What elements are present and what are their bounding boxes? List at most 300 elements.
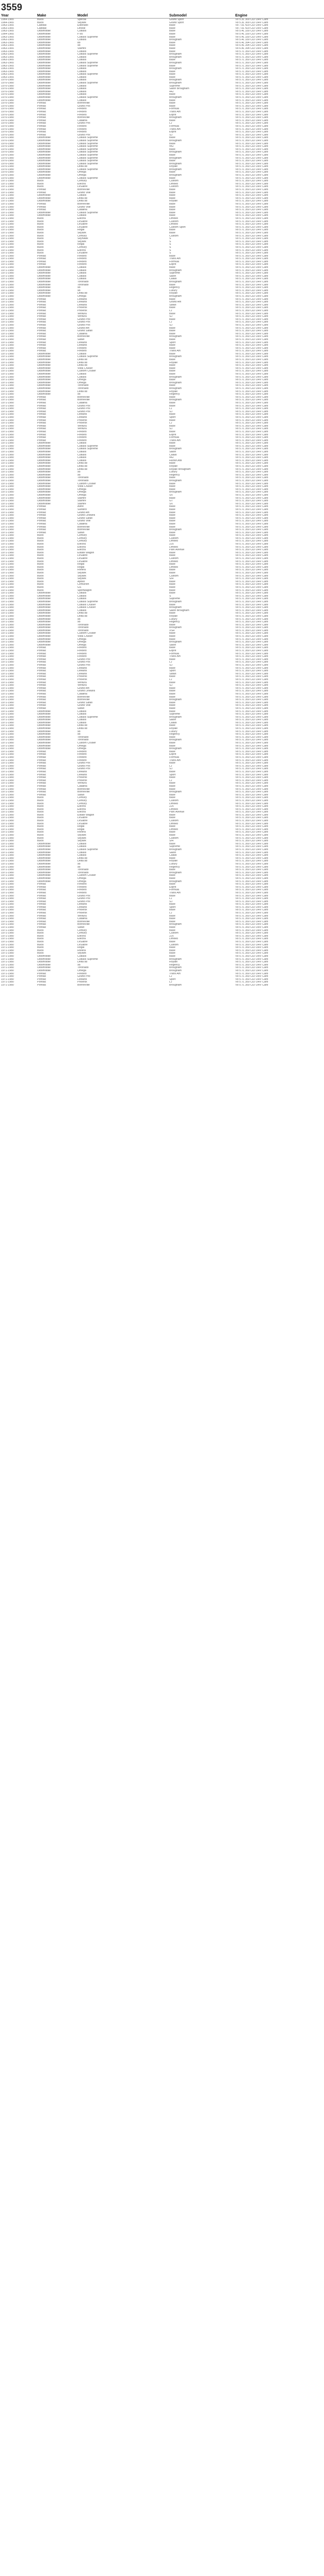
make-cell: Oldsmobile	[37, 635, 51, 638]
make-cell: Oldsmobile	[36, 719, 76, 722]
year-cell: 1971-1980	[0, 823, 36, 826]
make-cell: Oldsmobile	[36, 483, 76, 486]
year-cell: 1971-1980	[0, 200, 36, 203]
year-cell: 1963-1965	[0, 44, 36, 47]
model-cell: Firebird	[77, 347, 87, 350]
make-cell: Oldsmobile	[37, 36, 51, 39]
model-cell: Safari	[76, 926, 168, 929]
model-cell: Toronado	[77, 387, 89, 390]
submodel-cell: Brougham	[168, 281, 234, 284]
engine-cell: V8 5.7L 350 CID OHV Carb	[235, 935, 268, 938]
engine-cell: V8 5.7L 350 CID OHV Carb	[235, 278, 268, 281]
submodel-cell: Base	[168, 194, 234, 197]
year-cell: 1971-1980	[1, 641, 14, 644]
model-cell: Cutlass Supreme	[77, 168, 98, 171]
make-cell: Pontiac	[36, 102, 76, 105]
model-cell: Cutlass Supreme	[77, 716, 98, 719]
engine-cell: V8 5.7L 350 CID OHV Carb	[235, 249, 268, 252]
submodel-cell: Base	[168, 367, 234, 370]
submodel-cell: Brougham	[169, 791, 182, 794]
model-cell: LeMans	[76, 667, 168, 670]
engine-cell: V8 5.7L 350 CID OHV Carb	[235, 514, 268, 517]
year-cell: 1971-1980	[1, 260, 14, 263]
year-cell: 1971-1980	[0, 811, 36, 814]
model-cell: Delta 88	[76, 362, 168, 365]
submodel-cell: Base	[169, 883, 175, 886]
engine-cell: V8 5.7L 350 CID OHV Carb	[234, 788, 324, 791]
model-cell: Regal	[77, 243, 85, 246]
model-cell: Electra	[77, 549, 86, 552]
submodel-cell: Base	[169, 710, 175, 713]
model-cell: Grand LeMans	[77, 514, 95, 517]
engine-cell: V8 5.7L 350 CID OHV Carb	[235, 831, 268, 834]
year-cell: 1971-1980	[1, 445, 14, 448]
model-cell: 98	[76, 731, 168, 734]
year-cell: 1971-1980	[1, 629, 14, 632]
engine-cell: V8 5.7L 350 CID OHV Carb	[234, 189, 324, 192]
model-cell: Cutlass	[76, 609, 168, 613]
engine-cell: V8 5.4L 330 CID OHV Carb	[235, 30, 268, 33]
make-cell: Oldsmobile	[37, 168, 51, 171]
engine-cell: V8 5.7L 350 CID OHV Carb	[234, 229, 324, 232]
year-cell: 1971-1980	[0, 442, 36, 445]
make-cell: Pontiac	[36, 921, 76, 924]
year-cell: 1971-1980	[1, 359, 14, 362]
engine-cell: V8 5.7L 350 CID OHV Carb	[234, 626, 324, 630]
submodel-cell: Brougham	[168, 529, 234, 532]
make-cell: Buick	[36, 534, 76, 537]
submodel-cell: Base	[169, 681, 175, 684]
year-cell: 1971-1980	[1, 185, 14, 189]
make-cell: Oldsmobile	[37, 963, 51, 967]
year-cell: 1971-1980	[0, 638, 36, 641]
make-cell: Buick	[36, 581, 76, 584]
submodel-cell: Base	[168, 776, 234, 779]
submodel-cell: Brougham	[168, 984, 234, 987]
submodel-cell: SJ	[169, 324, 173, 327]
year-cell: 1971-1980	[1, 399, 14, 402]
model-cell: Apollo	[76, 581, 168, 584]
year-cell: 1971-1980	[0, 592, 36, 595]
model-cell: Grand Ville	[77, 704, 91, 707]
engine-cell: V8 5.7L 350 CID OHV Carb	[235, 151, 268, 154]
make-cell: Oldsmobile	[37, 88, 51, 91]
year-cell: 1971-1980	[0, 246, 36, 249]
engine-cell: V8 5.7L 350 CID OHV Carb	[235, 260, 268, 263]
submodel-cell: Custom	[168, 575, 234, 578]
engine-cell: V8 5.7L 350 CID OHV Carb	[234, 719, 324, 722]
year-cell: 1971-1980	[1, 675, 14, 679]
year-cell: 1971-1980	[1, 312, 14, 315]
make-cell: Oldsmobile	[36, 863, 76, 866]
year-cell: 1971-1980	[0, 978, 36, 981]
model-cell: Phoenix	[76, 776, 168, 779]
model-cell: Grand Prix	[77, 133, 90, 137]
model-cell: Catalina	[77, 692, 88, 696]
make-cell: Buick	[37, 825, 44, 828]
submodel-cell: Royale Brougham	[169, 468, 191, 471]
model-cell: LeMans	[77, 341, 87, 344]
submodel-cell: Brougham	[169, 139, 182, 142]
model-cell: Electra	[76, 805, 168, 808]
make-cell: Oldsmobile	[37, 289, 51, 292]
make-cell: Oldsmobile	[37, 849, 51, 851]
model-cell: Toronado	[77, 871, 89, 874]
submodel-cell: Brougham	[169, 958, 182, 961]
make-cell: Buick	[36, 938, 76, 941]
year-cell: 1971-1980	[0, 690, 36, 693]
engine-cell: V8 5.7L 350 CID OHV Carb	[235, 952, 268, 955]
year-cell: 1971-1980	[0, 869, 36, 872]
engine-cell: V8 5.7L 350 CID OHV Carb	[234, 540, 324, 543]
model-cell: Delta 88	[77, 727, 88, 731]
engine-cell: V8 5.7L 350 CID OHV Carb	[235, 941, 268, 943]
submodel-cell: Base	[168, 869, 234, 872]
make-cell: Pontiac	[37, 900, 46, 903]
submodel-cell: Base	[169, 191, 175, 194]
engine-cell: V8 5.7L 350 CID OHV Carb	[234, 534, 324, 537]
engine-cell: V8 5.7L 350 CID OHV Carb	[235, 220, 268, 223]
make-cell: Oldsmobile	[37, 612, 51, 615]
make-cell: Pontiac	[37, 699, 46, 702]
engine-cell: V8 5.7L 350 CID OHV Carb	[235, 128, 268, 131]
submodel-cell: LJ	[168, 661, 234, 664]
model-cell: Phoenix	[76, 679, 168, 682]
submodel-cell: 225	[169, 543, 174, 546]
submodel-cell: Base	[169, 352, 175, 355]
submodel-cell: Base	[168, 384, 234, 387]
submodel-cell: Base	[168, 782, 234, 785]
submodel-cell: Base	[169, 762, 175, 765]
engine-cell: V8 5.7L 350 CID OHV Carb	[235, 473, 268, 477]
year-cell: 1971-1980	[1, 473, 14, 477]
model-cell: Cutlass	[76, 91, 168, 94]
year-cell: 1971-1980	[0, 344, 36, 347]
submodel-cell: Base	[168, 552, 234, 555]
year-cell: 1971-1980	[1, 231, 14, 234]
make-cell: Buick	[37, 578, 44, 581]
engine-cell: V8 5.7L 350 CID OHV Carb	[234, 241, 324, 244]
submodel-cell: Base	[169, 364, 175, 367]
submodel-cell: Base	[168, 724, 234, 727]
year-cell: 1963-1965	[1, 64, 14, 67]
submodel-cell: Base	[168, 512, 234, 515]
year-cell: 1971-1980	[1, 255, 14, 258]
engine-cell: V8 5.7L 350 CID OHV Carb	[235, 111, 268, 113]
engine-cell: V8 5.7L 350 CID OHV Carb	[234, 961, 324, 964]
make-cell: Oldsmobile	[36, 961, 76, 964]
year-cell: 1971-1980	[1, 969, 14, 972]
year-cell: 1971-1980	[1, 779, 14, 782]
year-cell: 1971-1980	[0, 581, 36, 584]
year-cell: 1971-1980	[0, 707, 36, 710]
engine-cell: V8 5.7L 350 CID OHV Carb	[235, 243, 268, 246]
year-cell: 1971-1980	[0, 921, 36, 924]
year-cell: 1971-1980	[0, 950, 36, 953]
engine-cell: V8 5.7L 350 CID OHV Carb	[235, 929, 268, 932]
make-cell: Buick	[36, 950, 76, 953]
model-cell: Omega	[77, 744, 87, 748]
year-cell: 1971-1980	[0, 805, 36, 808]
engine-cell: V8 5.7L 350 CID OHV Carb	[235, 491, 268, 494]
make-cell: Oldsmobile	[36, 391, 76, 394]
year-cell: 1971-1980	[1, 963, 14, 967]
engine-cell: V8 5.7L 350 CID OHV Carb	[234, 160, 324, 163]
model-cell: LeSabre	[77, 185, 88, 189]
table-row	[0, 984, 324, 987]
submodel-cell: Base	[168, 402, 234, 405]
submodel-cell: Park Avenue	[169, 549, 185, 552]
engine-cell: V8 5.7L 350 CID OHV Carb	[234, 96, 324, 99]
year-cell: 1971-1980	[0, 321, 36, 324]
year-cell: 1971-1980	[1, 975, 14, 978]
submodel-cell: Base	[169, 359, 175, 362]
make-cell: Pontiac	[36, 667, 76, 670]
year-cell: 1971-1980	[1, 330, 14, 333]
engine-cell: V8 5.7L 350 CID OHV Carb	[234, 926, 324, 929]
year-cell: 1971-1980	[1, 243, 14, 246]
engine-cell: V8 5.7L 350 CID OHV Carb	[234, 436, 324, 439]
submodel-cell: Base	[168, 477, 234, 480]
year-cell: 1971-1980	[1, 981, 14, 984]
make-cell: Oldsmobile	[37, 866, 51, 869]
year-cell: 1971-1980	[1, 439, 14, 442]
submodel-cell: Custom	[168, 235, 234, 238]
year-cell: 1971-1980	[1, 595, 14, 598]
engine-cell: V8 5.7L 350 CID OHV Carb	[235, 480, 268, 482]
model-cell: Phoenix	[76, 909, 168, 912]
make-cell: Buick	[37, 537, 44, 540]
model-cell: Electra	[77, 543, 86, 546]
make-cell: Oldsmobile	[37, 53, 51, 56]
year-cell: 1971-1980	[1, 387, 14, 390]
year-cell: 1971-1980	[0, 379, 36, 382]
make-cell: Buick	[36, 805, 76, 808]
year-cell: 1971-1980	[1, 428, 14, 431]
make-cell: Oldsmobile	[37, 969, 51, 972]
engine-cell: V8 5.7L 350 CID OHV Carb	[234, 62, 324, 65]
make-cell: Buick	[36, 241, 76, 244]
submodel-cell: Brougham	[169, 641, 182, 644]
engine-cell: V8 5.7L 350 CID OHV Carb	[235, 404, 268, 408]
make-cell: Pontiac	[36, 396, 76, 399]
model-cell: Toronado	[77, 283, 89, 286]
submodel-cell: Hurst/Olds	[168, 460, 234, 463]
make-cell: Cadillac	[37, 24, 47, 27]
engine-cell: V8 5.7L 350 CID OHV Carb	[235, 497, 268, 500]
engine-cell: V8 5.7L 350 CID OHV Carb	[234, 655, 324, 658]
model-cell: Cutlass Supreme	[77, 36, 98, 39]
submodel-cell: Brougham	[168, 269, 234, 273]
model-cell: Grand Prix	[77, 900, 90, 903]
model-cell: Regal	[76, 563, 168, 566]
year-cell: 1971-1980	[1, 543, 14, 546]
engine-cell: V8 7.0L 429 CID OHV Carb	[235, 24, 268, 27]
engine-cell: V8 5.7L 350 CID OHV Carb	[234, 286, 324, 290]
engine-cell: V8 5.7L 350 CID OHV Carb	[235, 572, 268, 574]
year-cell: 1971-1980	[0, 563, 36, 566]
engine-cell: V8 5.7L 350 CID OHV Carb	[234, 85, 324, 88]
model-cell: 98	[76, 471, 168, 474]
submodel-cell: Limited	[168, 823, 234, 826]
submodel-cell: Brougham	[169, 116, 182, 120]
year-cell: 1971-1980	[0, 961, 36, 964]
model-cell: LeSabre	[76, 252, 168, 255]
make-cell: Oldsmobile	[37, 76, 51, 79]
year-cell: 1971-1980	[1, 514, 14, 517]
model-cell: LeMans	[77, 301, 87, 304]
year-cell: 1971-1980	[1, 537, 14, 540]
model-cell: Phoenix	[77, 422, 87, 425]
year-cell: 1971-1980	[1, 727, 14, 731]
year-cell: 1971-1980	[0, 362, 36, 365]
year-cell: 1971-1980	[0, 684, 36, 687]
submodel-cell: Base	[169, 330, 175, 333]
year-cell: 1971-1980	[1, 370, 14, 373]
engine-cell: V8 5.7L 350 CID OHV Carb	[234, 828, 324, 832]
model-cell: Cutlass	[77, 214, 87, 217]
model-cell: Bonneville	[76, 788, 168, 791]
submodel-cell: Brougham	[169, 335, 182, 338]
engine-cell: V8 5.7L 350 CID OHV Carb	[234, 759, 324, 762]
model-cell: 98	[76, 621, 168, 624]
submodel-cell: Salon	[168, 644, 234, 647]
year-cell: 1971-1980	[1, 866, 14, 869]
year-cell: 1963-1965	[0, 73, 36, 76]
year-cell: 1971-1980	[1, 687, 14, 690]
model-cell: Skylark	[76, 22, 168, 25]
engine-cell: V8 5.7L 350 CID OHV Carb	[234, 223, 324, 226]
submodel-cell: Limited	[169, 566, 178, 569]
model-cell: Cutlass	[77, 266, 87, 269]
make-cell: Pontiac	[36, 915, 76, 918]
model-cell: Cutlass	[76, 269, 168, 273]
engine-cell: V8 5.7L 350 CID OHV Carb	[235, 796, 268, 800]
engine-cell: V8 5.7L 350 CID OHV Carb	[234, 477, 324, 480]
model-cell: Firebird	[76, 131, 168, 134]
model-cell: Omega	[77, 491, 87, 494]
year-cell: 1971-1980	[0, 436, 36, 439]
make-cell: Oldsmobile	[36, 171, 76, 174]
engine-cell: V8 5.7L 350 CID OHV Carb	[235, 203, 268, 206]
model-cell: LeMans	[77, 773, 87, 776]
engine-cell: V8 5.7L 350 CID OHV Carb	[234, 50, 324, 54]
engine-cell: V8 5.7L 350 CID OHV Carb	[234, 212, 324, 215]
model-cell: Cutlass Supreme	[76, 62, 168, 65]
year-cell: 1971-1980	[1, 462, 14, 465]
model-cell: Grand Prix	[77, 658, 90, 661]
submodel-cell: Esprit	[169, 433, 176, 436]
make-cell: Oldsmobile	[37, 162, 51, 165]
make-cell: Pontiac	[36, 759, 76, 762]
year-cell: 1971-1980	[0, 719, 36, 722]
year-cell: 1971-1980	[0, 206, 36, 209]
engine-cell: V8 5.7L 350 CID OHV Carb	[235, 191, 268, 194]
engine-cell: V8 5.7L 350 CID OHV Carb	[235, 139, 268, 142]
model-cell: GS	[76, 586, 168, 589]
make-cell: Pontiac	[36, 338, 76, 342]
year-cell: 1971-1980	[1, 860, 14, 863]
year-cell: 1970-1980	[0, 154, 36, 157]
year-cell: 1971-1980	[1, 825, 14, 828]
model-cell: Grand Prix	[76, 897, 168, 901]
make-cell: Oldsmobile	[36, 384, 76, 387]
year-cell: 1971-1980	[0, 817, 36, 820]
engine-cell: V8 5.7L 350 CID OHV Carb	[235, 145, 268, 148]
engine-cell: V8 5.7L 350 CID OHV Carb	[235, 866, 268, 869]
model-cell: Grand Am	[76, 512, 168, 515]
model-cell: Cutlass Supreme	[76, 355, 168, 359]
make-cell: Pontiac	[37, 664, 46, 667]
model-cell: Bonneville	[77, 116, 90, 120]
submodel-cell: Base	[168, 632, 234, 635]
submodel-cell: Base	[168, 298, 234, 301]
submodel-cell: Trans Am	[168, 892, 234, 895]
model-cell: Omega	[76, 644, 168, 647]
year-cell: 1971-1980	[0, 955, 36, 958]
model-cell: Electra	[77, 808, 86, 811]
make-cell: Oldsmobile	[37, 272, 51, 275]
make-cell: Oldsmobile	[37, 278, 51, 281]
submodel-cell: Custom	[169, 185, 179, 189]
make-cell: Oldsmobile	[37, 445, 51, 448]
make-cell: Buick	[36, 817, 76, 820]
year-cell: 1971-1980	[1, 647, 14, 650]
model-cell: Custom Cruiser	[77, 370, 96, 373]
year-cell: 1971-1980	[0, 212, 36, 215]
submodel-cell: Base	[169, 231, 175, 234]
model-cell: Firebird	[76, 114, 168, 117]
make-cell: Oldsmobile	[36, 471, 76, 474]
year-cell: 1971-1980	[1, 416, 14, 419]
year-cell: 1971-1980	[1, 451, 14, 454]
engine-cell: V8 5.7L 350 CID OHV Carb	[234, 154, 324, 157]
make-cell: Pontiac	[36, 886, 76, 889]
submodel-cell: Supreme	[168, 598, 234, 601]
year-cell: 1971-1980	[0, 724, 36, 727]
column-header-year: Year	[0, 13, 36, 19]
make-cell: Oldsmobile	[37, 727, 51, 731]
submodel-cell: Brougham	[168, 448, 234, 451]
make-cell: Buick	[36, 811, 76, 814]
submodel-cell: Salon	[168, 852, 234, 855]
model-cell: Skylark	[76, 840, 168, 843]
year-cell: 1971-1980	[1, 549, 14, 552]
year-cell: 1971-1980	[1, 664, 14, 667]
model-cell: Bonneville	[76, 696, 168, 699]
model-cell: Centurion	[77, 583, 89, 586]
engine-cell: V8 5.7L 350 CID OHV Carb	[234, 327, 324, 330]
submodel-cell: Luxury	[169, 289, 177, 292]
engine-cell: V8 5.7L 350 CID OHV Carb	[234, 736, 324, 739]
model-cell: Delta 88	[77, 359, 88, 362]
make-cell: Oldsmobile	[36, 742, 76, 745]
make-cell: Oldsmobile	[36, 286, 76, 290]
engine-cell: V8 6.4L 394 CID OHV Carb	[234, 44, 324, 47]
model-cell: Firebird	[76, 431, 168, 434]
engine-cell: V8 5.7L 350 CID OHV Carb	[235, 122, 268, 125]
submodel-cell: Custom	[169, 820, 179, 823]
column-header-submodel: Submodel	[168, 13, 234, 19]
make-cell: Buick	[37, 802, 44, 805]
year-cell: 1971-1980	[0, 488, 36, 492]
make-cell: Oldsmobile	[36, 56, 76, 59]
model-cell: LeMans	[76, 978, 168, 981]
make-cell: Pontiac	[37, 260, 46, 263]
model-cell: Omega	[76, 748, 168, 751]
model-cell: Special	[77, 18, 87, 21]
year-cell: 1971-1980	[1, 849, 14, 851]
